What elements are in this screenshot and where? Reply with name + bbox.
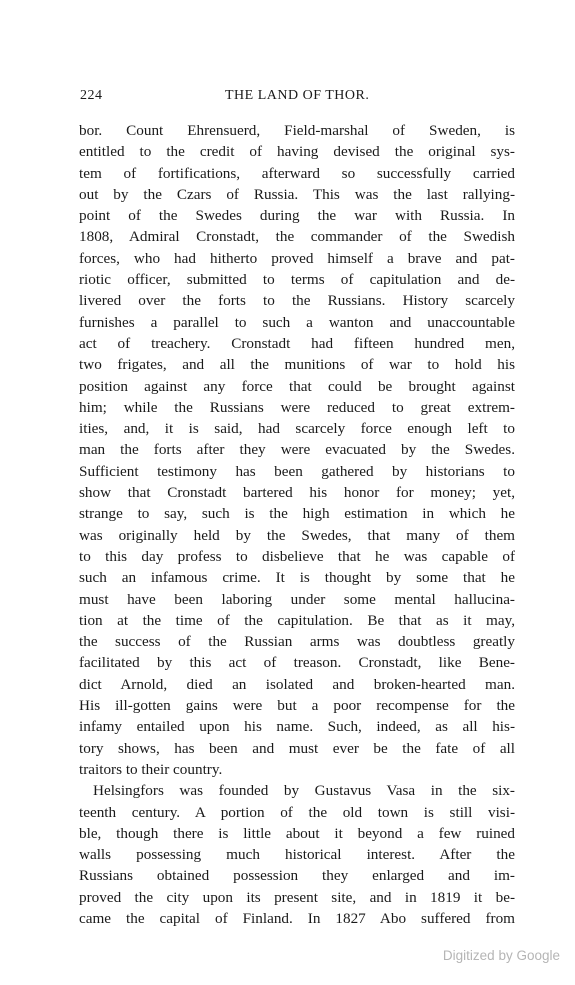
- page-number: 224: [80, 88, 103, 103]
- text-line: entitled to the credit of having devised the original sys-: [79, 143, 515, 161]
- text-line: tory shows, has been and must ever be the fate of all: [79, 739, 515, 757]
- text-line: dict Arnold, died an isolated and broken-hearted man.: [79, 675, 515, 693]
- text-line: him; while the Russians were reduced to great extrem-: [79, 398, 515, 416]
- text-line: bor. Count Ehrensuerd, Field-marshal of Sweden, is: [79, 122, 515, 139]
- text-line: livered over the forts to the Russians. History scarcely: [79, 292, 515, 310]
- text-line: walls possessing much historical interest. After the: [79, 846, 515, 864]
- text-line: position against any force that could be brought against: [79, 377, 515, 395]
- text-line: Russians obtained possession they enlarged and im-: [79, 867, 515, 885]
- text-line: 1808, Admiral Cronstadt, the commander of the Swedish: [79, 228, 515, 246]
- text-line: came the capital of Finland. In 1827 Abo suffered from: [79, 909, 515, 927]
- paragraph-end-line: traitors to their country.: [79, 760, 223, 778]
- text-line: was originally held by the Swedes, that many of them: [79, 526, 515, 544]
- text-line: proved the city upon its present site, and in 1819 it be-: [79, 888, 515, 906]
- watermark-digitized-by-google: Digitized by Google: [442, 948, 560, 963]
- text-line: teenth century. A portion of the old town is still visi-: [79, 803, 515, 821]
- text-line: must have been laboring under some mental hallucina-: [79, 590, 515, 608]
- running-title: THE LAND OF THOR.: [225, 88, 370, 103]
- page-header: [80, 88, 515, 108]
- text-line: tion at the time of the capitulation. Be that as it may,: [79, 611, 515, 629]
- text-line: act of treachery. Cronstadt had fifteen hundred men,: [79, 334, 515, 352]
- text-line: such an infamous crime. It is thought by some that he: [79, 569, 515, 587]
- text-line: show that Cronstadt bartered his honor for money; yet,: [79, 484, 515, 502]
- text-line: furnishes a parallel to such a wanton and unaccountable: [79, 313, 515, 331]
- text-line: point of the Swedes during the war with Russia. In: [79, 207, 515, 225]
- body-text: [79, 120, 515, 929]
- text-line: man the forts after they were evacuated by the Swedes.: [79, 441, 515, 459]
- text-line: the success of the Russian arms was doubtless greatly: [79, 633, 515, 651]
- paragraph-start-line: Helsingfors was founded by Gustavus Vasa in the six-: [93, 782, 515, 800]
- text-line: facilitated by this act of treason. Cronstadt, like Bene-: [79, 654, 515, 672]
- text-line: ble, though there is little about it beyond a few ruined: [79, 824, 515, 842]
- text-line: to this day profess to disbelieve that he was capable of: [79, 547, 515, 565]
- text-line: riotic officer, submitted to terms of capitulation and de-: [79, 271, 515, 289]
- text-line: out by the Czars of Russia. This was the last rallying-: [79, 185, 515, 203]
- text-line: strange to say, such is the high estimation in which he: [79, 505, 515, 523]
- text-line: two frigates, and all the munitions of war to hold his: [79, 356, 515, 374]
- text-line: His ill-gotten gains were but a poor recompense for the: [79, 697, 515, 715]
- text-line: ities, and, it is said, had scarcely force enough left to: [79, 420, 515, 438]
- text-line: forces, who had hitherto proved himself a brave and pat-: [79, 249, 515, 267]
- text-line: Sufficient testimony has been gathered by historians to: [79, 462, 515, 480]
- text-line: infamy entailed upon his name. Such, indeed, as all his-: [79, 718, 515, 736]
- text-line: tem of fortifications, afterward so successfully carried: [79, 164, 515, 182]
